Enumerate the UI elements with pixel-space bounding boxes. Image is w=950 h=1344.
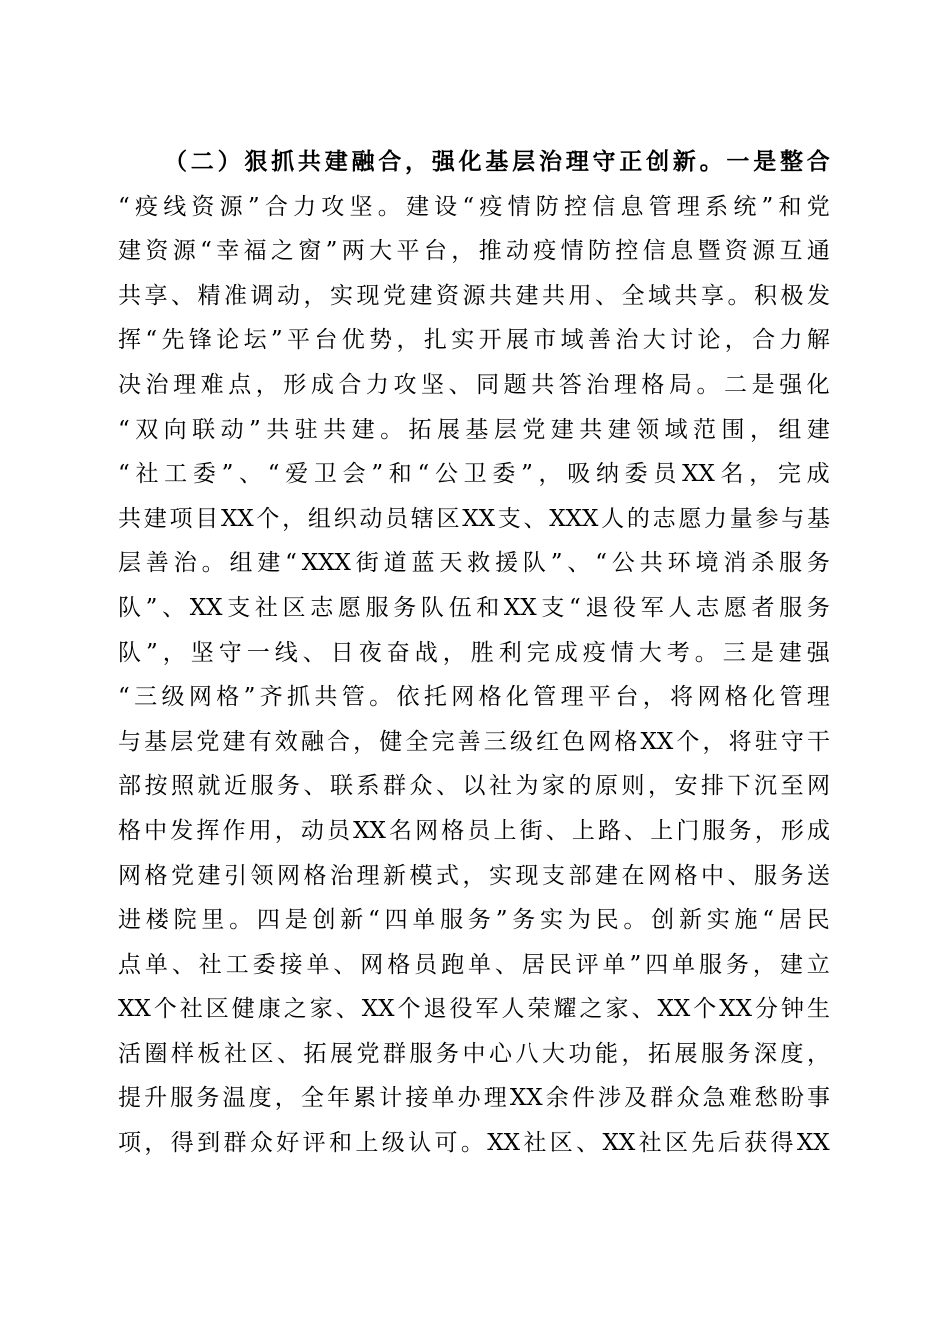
text-line: 决 治 理 难 点 ， 形 成 合 力 攻 坚 、 同 题 共 答 治 理 格 局 。 二 是 强 化	[118, 371, 830, 398]
text-line: “ 双 向 联 动 ” 共 驻 共 建 。 拓 展 基 层 党 建 共 建 领 域 范 围 ， 组 建	[118, 416, 830, 443]
text-line: 队 ” 、 XX 支 社 区 志 愿 服 务 队 伍 和 XX 支 “ 退 役 军 人 志 愿 者 服 务	[118, 594, 830, 621]
text-line: 挥 “ 先 锋 论 坛 ” 平 台 优 势 ， 扎 实 开 展 市 域 善 治 大 讨 论 ， 合 力 解	[118, 327, 830, 354]
body-paragraph	[118, 140, 830, 1166]
text-line: XX 个 社 区 健 康 之 家 、 XX 个 退 役 军 人 荣 耀 之 家 、 XX 个 XX 分 钟 生	[118, 996, 830, 1023]
text-line: 活 圈 样 板 社 区 、 拓 展 党 群 服 务 中 心 八 大 功 能 ， 拓 展 服 务 深 度 ，	[118, 1040, 830, 1067]
text-line: 共 享 、 精 准 调 动 ， 实 现 党 建 资 源 共 建 共 用 、 全 域 共 享 。 积 极 发	[118, 282, 830, 309]
text-line: 队 ” ， 坚 守 一 线 、 日 夜 奋 战 ， 胜 利 完 成 疫 情 大 考 。 三 是 建 强	[118, 639, 830, 666]
text-line: 层 善 治 。 组 建 “ XXX 街 道 蓝 天 救 援 队 ” 、 “ 公 共 环 境 消 杀 服 务	[118, 550, 830, 577]
text-line: 部 按 照 就 近 服 务 、 联 系 群 众 、 以 社 为 家 的 原 则 ， 安 排 下 沉 至 网	[118, 773, 830, 800]
text-line: 进 楼 院 里 。 四 是 创 新 “ 四 单 服 务 ” 务 实 为 民 。 创 新 实 施 “ 居 民	[118, 907, 830, 934]
text-line: “ 疫 线 资 源 ” 合 力 攻 坚 。 建 设 “ 疫 情 防 控 信 息 管 理 系 统 ” 和 党	[118, 193, 830, 220]
text-line: 与 基 层 党 建 有 效 融 合 ， 健 全 完 善 三 级 红 色 网 格 XX 个 ， 将 驻 守 干	[118, 728, 830, 755]
text-line: 项 ， 得 到 群 众 好 评 和 上 级 认 可 。 XX 社 区 、 XX 社 区 先 后 获 得 XX	[118, 1130, 830, 1157]
text-line: 点 单 、 社 工 委 接 单 、 网 格 员 跑 单 、 居 民 评 单 ” 四 单 服 务 ， 建 立	[118, 951, 830, 978]
text-line: “ 社 工 委 ” 、 “ 爱 卫 会 ” 和 “ 公 卫 委 ” ， 吸 纳 委 员 XX 名 ， 完 成	[118, 461, 830, 488]
text-line: 建 资 源 “ 幸 福 之 窗 ” 两 大 平 台 ， 推 动 疫 情 防 控 信 息 暨 资 源 互 通	[118, 238, 830, 265]
text-line: （ 二 ） 狠 抓 共 建 融 合 ， 强 化 基 层 治 理 守 正 创 新 。 一 是 整 合	[164, 148, 830, 175]
text-line: “ 三 级 网 格 ” 齐 抓 共 管 。 依 托 网 格 化 管 理 平 台 ， 将 网 格 化 管 理	[118, 684, 830, 711]
text-line: 网 格 党 建 引 领 网 格 治 理 新 模 式 ， 实 现 支 部 建 在 网 格 中 、 服 务 送	[118, 862, 830, 889]
text-line: 共 建 项 目 XX 个 ， 组 织 动 员 辖 区 XX 支 、 XXX 人 的 志 愿 力 量 参 与 基	[118, 505, 830, 532]
text-line: 格 中 发 挥 作 用 ， 动 员 XX 名 网 格 员 上 街 、 上 路 、 上 门 服 务 ， 形 成	[118, 817, 830, 844]
text-line: 提 升 服 务 温 度 ， 全 年 累 计 接 单 办 理 XX 余 件 涉 及 群 众 急 难 愁 盼 事	[118, 1085, 830, 1112]
